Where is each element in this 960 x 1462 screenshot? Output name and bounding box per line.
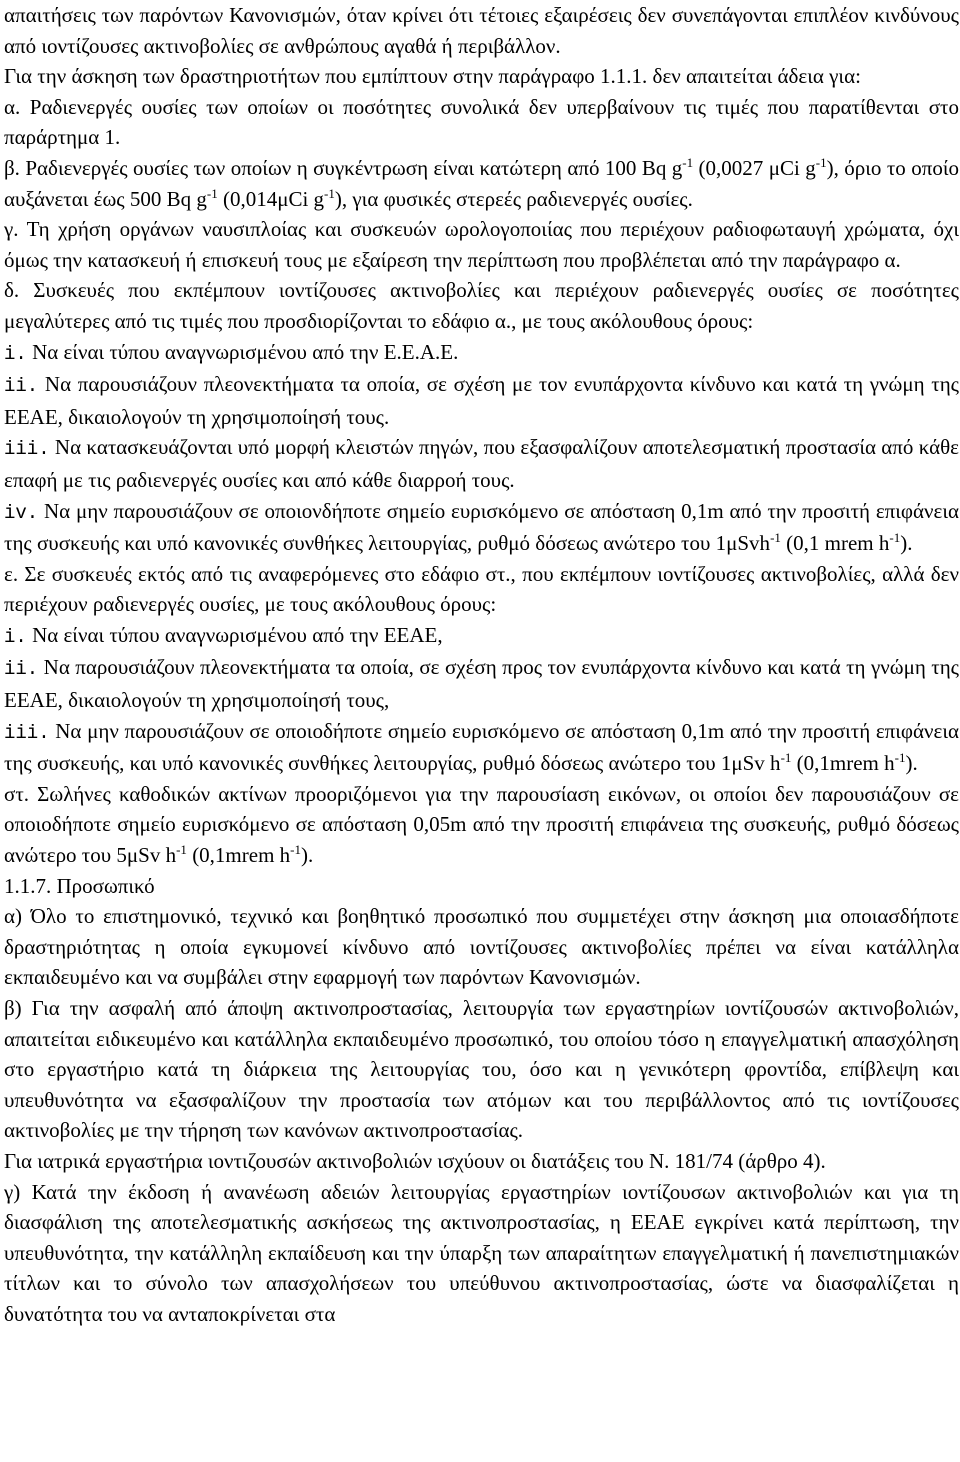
list-number: i.: [4, 625, 27, 648]
list-number: iii.: [4, 721, 50, 744]
list-number: ii.: [4, 375, 39, 398]
section-heading-personnel: 1.1.7. Προσωπικό: [4, 873, 155, 898]
list-number: i.: [4, 342, 27, 365]
list-number: iii.: [4, 438, 50, 461]
paragraph-intro: απαιτήσεις των παρόντων Κανονισμών, όταν κρίνει ότι τέτοιες εξαιρέσεις δεν συνεπάγονται επιπλέον κινδύνους από ιοντίζουσες ακτινοβολίες σε ανθρώπους αγαθά ή περιβάλλον.: [4, 3, 959, 58]
item-d-iv: iv. Να μην παρουσιάζουν σε οποιονδήποτε σημείο ευρισκόμενο σε απόσταση 0,1m από την προσιτή επιφάνεια της συσκευής και υπό κανονικές συνθήκες λειτουργίας, ρυθμό δόσεως ανώτερο του 1μSvh$^{-1}$ (0,1 mrem $h^{-1}$).: [4, 498, 959, 556]
item-d-i: i. Να είναι τύπου αναγνωρισμένου από την Ε.Ε.Α.Ε.: [4, 339, 459, 365]
item-d-ii: ii. Να παρουσιάζουν πλεονεκτήματα τα οποία, σε σχέση με τον ενυπάρχοντα κίνδυνο και κατά τη γνώμη της ΕΕΑΕ, δικαιολογούν τη χρησιμοποίησή τους.: [4, 372, 959, 429]
list-number: ii.: [4, 658, 39, 681]
item-e: ε. Σε συσκευές εκτός από τις αναφερόμενες στο εδάφιο στ., που εκπέμπουν ιοντίζουσες ακτινοβολίες, αλλά δεν περιέχουν ραδιενεργές ουσίες, με τους ακόλουθους όρους:: [4, 561, 959, 617]
item-e-iii: iii. Να μην παρουσιάζουν σε οποιοδήποτε σημείο ευρισκόμενο σε απόσταση 0,1m από την προσιτή επιφάνεια της συσκευής, και υπό κανονικές συνθήκες λειτουργίας, ρυθμό δόσεως ανώτερο του 1μSv $h^{-1}$ (0,1mrem $h^{-1}$).: [4, 718, 959, 776]
paragraph-license-exemption: Για την άσκηση των δραστηριοτήτων που εμπίπτουν στην παράγραφο 1.1.1. δεν απαιτείται άδεια για:: [4, 64, 861, 89]
medical-labs-paragraph: Για ιατρικά εργαστήρια ιοντιζουσών ακτινοβολιών ισχύουν οι διατάξεις του Ν. 181/74 (άρθρο 4).: [4, 1148, 826, 1173]
personnel-paragraph-b: β) Για την ασφαλή από άποψη ακτινοπροστασίας, λειτουργία των εργαστηρίων ιοντίζουσών ακτινοβολιών, απαιτείται ειδικευμένο και κατάλληλα εκπαιδευμένο προσωπικό, του οποίου τόσο η επαγγελματική απασχόληση στο εργαστήριο κατά τη διάρκεια της λειτουργίας του, όσο και η γενικότερη φροντίδα, επίβλεψη και υπευθυνότητα να εξασφαλίζουν την προστασία των ατόμων και του περιβάλλοντος από τις ιοντίζουσες ακτινοβολίες με την τήρηση των κανόνων ακτινοπροστασίας.: [4, 996, 959, 1143]
item-e-i: i. Να είναι τύπου αναγνωρισμένου από την ΕΕΑΕ,: [4, 622, 443, 648]
item-d-iii: iii. Να κατασκευάζονται υπό μορφή κλειστών πηγών, που εξασφαλίζουν αποτελεσματική προστασία από κάθε επαφή με τις ραδιενεργές ουσίες και από κάθε διαρροή τους.: [4, 435, 959, 492]
item-a: α. Ραδιενεργές ουσίες των οποίων οι ποσότητες συνολικά δεν υπερβαίνουν τις τιμές που παρατίθενται στο παράρτημα 1.: [4, 94, 959, 150]
item-b: β. Ραδιενεργές ουσίες των οποίων η συγκέντρωση είναι κατώτερη από 100 Bq $g^{-1}$ (0,0027 μCi $g^{-1}$), όριο το οποίο αυξάνεται έως 500 Bq $g^{-1}$ (0,014μCi $g^{-1}$), για φυσικές στερεές ραδιενεργές ουσίες.: [4, 154, 959, 211]
item-c: γ. Τη χρήση οργάνων ναυσιπλοίας και συσκευών ωρολογοποιίας που περιέχουν ραδιοφωταυγή χρώματα, όχι όμως την κατασκευή ή επισκευή τους με εξαίρεση την περίπτωση που προβλέπεται από την παράγραφο α.: [4, 217, 959, 272]
list-number: iv.: [4, 501, 39, 524]
personnel-paragraph-a: α) Όλο το επιστημονικό, τεχνικό και βοηθητικό προσωπικό που συμμετέχει στην άσκηση μια οποιασδήποτε δραστηριότητας η οποία εγκυμονεί κίνδυνο από ιοντίζουσες ακτινοβολίες πρέπει να είναι κατάλληλα εκπαιδευμένο και να συμβάλει στην εφαρμογή των παρόντων Κανονισμών.: [4, 904, 959, 990]
item-st: στ. Σωλήνες καθοδικών ακτίνων προοριζόμενοι για την παρουσίαση εικόνων, οι οποίοι δεν παρουσιάζουν σε οποιοδήποτε σημείο ευρισκόμενο σε απόσταση 0,05m από την προσιτή επιφάνεια της συσκευής, ρυθμό δόσεως ανώτερο του 5μSv $h^{-1}$ (0,1mrem $h^{-1}$).: [4, 781, 959, 868]
item-e-ii: ii. Να παρουσιάζουν πλεονεκτήματα τα οποία, σε σχέση προς τον ενυπάρχοντα κίνδυνο και κατά τη γνώμη της ΕΕΑΕ, δικαιολογούν τη χρησιμοποίησή τους,: [4, 655, 959, 713]
item-d: δ. Συσκευές που εκπέμπουν ιοντίζουσες ακτινοβολίες και περιέχουν ραδιενεργές ουσίες σε ποσότητες μεγαλύτερες από τις τιμές που προσδιορίζονται το εδάφιο α., με τους ακόλουθους όρους:: [4, 278, 959, 333]
personnel-paragraph-c: γ) Κατά την έκδοση ή ανανέωση αδειών λειτουργίας εργαστηρίων ιοντίζουσων ακτινοβολιών και για τη διασφάλιση της αποτελεσματικής ασκήσεως της ακτινοπροστασίας, η ΕΕΑΕ εγκρίνει κατά περίπτωση, την υπευθυνότητα, την κατάλληλη εκπαίδευση και την ύπαρξη των απαραίτητων επαγγελματική ή πανεπιστημιακών τίτλων και το σύνολο των απασχολήσεων του υπεύθυνου ακτινοπροστασίας, ώστε να διασφαλίζεται η δυνατότητα του να ανταποκρίνεται στα: [4, 1179, 959, 1326]
